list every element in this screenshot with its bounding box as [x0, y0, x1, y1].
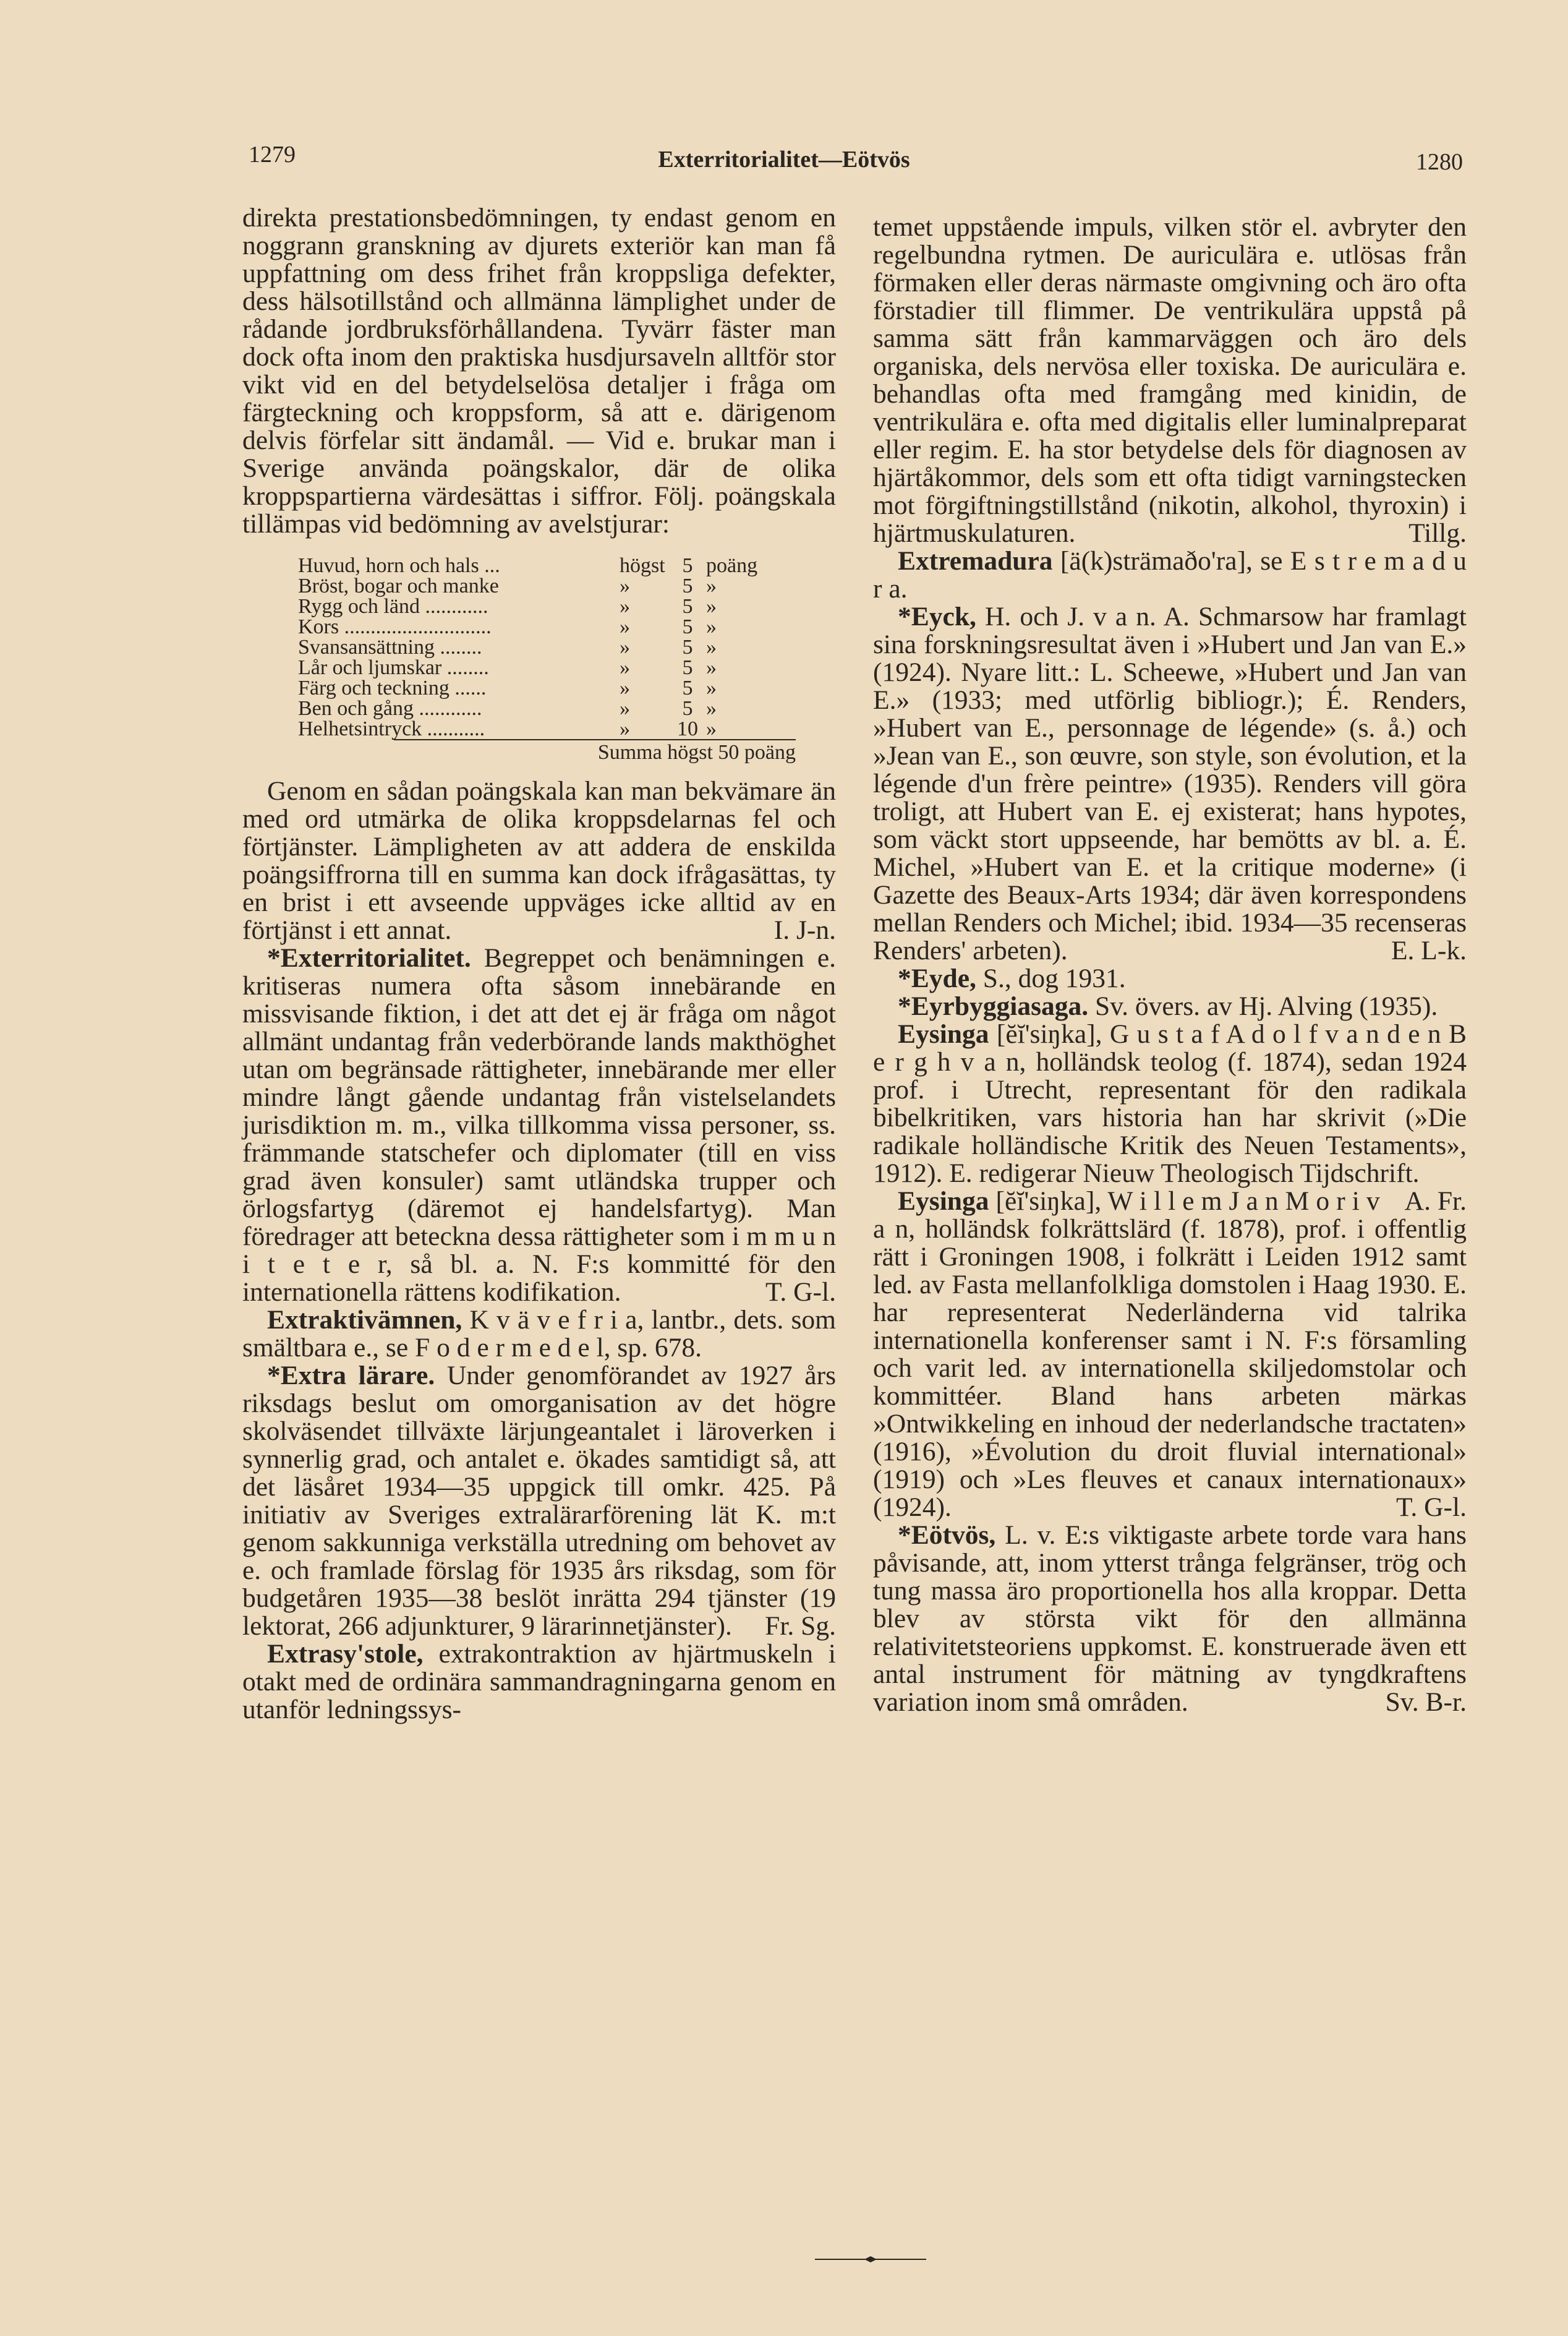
- entry-eotvos: [873, 1521, 1467, 1716]
- entry-headword: Eysinga: [898, 1019, 989, 1049]
- entry-text: S., dog 1931.: [982, 964, 1126, 993]
- entry-paragraph: [242, 777, 836, 944]
- point-table-unit: »: [706, 677, 717, 700]
- author-signature: T. G-l.: [765, 1277, 836, 1307]
- entry-text: extrakontraktion av hjärtmuskeln i otakt med de ordinära sammandragningarna genom en utanför ledningssys-: [242, 1639, 836, 1724]
- entry-text: [ĕĭ'siŋka], G u s t a f A d o l f v a n d e n B e r g h v a n, holländsk teolog (f. 1874), sedan 1924 prof. i Utrecht, representant för den radikala bibelkritiken, vars historia han har skrivit (»Die radikale holländische Kritik des Neuen Testaments», 1912). E. redigerar Nieuw Theologisch Tijdschrift.: [873, 1019, 1467, 1188]
- point-table-unit: »: [706, 697, 717, 720]
- entry-eysinga-gustaf: [873, 1019, 1467, 1216]
- point-table-qualifier: »: [620, 677, 630, 700]
- point-table-qualifier: »: [620, 697, 630, 720]
- intro-paragraph: direkta prestationsbedömningen, ty endast genom en noggrann granskning av djurets exteriör kan man få uppfattning om dess frihet från kroppsliga defekter, dess hälsotillstånd och allmänna lämplighet under de rådande jordbruksförhållandena. Tyvärr fäster man dock ofta inom den praktiska husdjursaveln alltför stor vikt vid en del betydelselösa detaljer i fråga om färgteckning och kroppsform, så att e. därigenom delvis förfelar sitt ändamål. — Vid e. brukar man i Sverige använda poängskalor, där de olika kroppspartierna värdesättas i siffror. Följ. poängskala tillämpas vid bedömning av avelstjurar:: [242, 203, 836, 539]
- author-signature: T. G-l.: [1396, 1492, 1467, 1522]
- point-table-part: Bröst, bogar och manke: [298, 575, 499, 597]
- entry-eysinga-willem: [873, 1187, 1467, 1521]
- point-table-row: [298, 617, 780, 637]
- entry-text: H. och J. v a n. A. Schmarsow har framlagt sina forskningsresultat även i »Hubert und Jan van E.» (1924). Nyare litt.: L. Scheewe, »Hubert und Jan van E.» (1933; med utförlig bibliogr.); É. Renders, »Hubert van E., personnage de légende» (s. å.) och »Jean van E., son œuvre, son style, son évolution, et la légende d'un frère peintre» (1935). Renders vill göra troligt, att Hubert van E. ej existerat; hans hypotes, som väckt stort uppseende, har bemötts av bl. a. É. Michel, »Hubert van E. et la critique moderne» (i Gazette des Beaux-Arts 1934; där även korrespondens mellan Renders och Michel; ibid. 1934—35 recenseras Renders' arbeten).: [873, 602, 1467, 965]
- entry-extrasystole-continued: [873, 213, 1467, 547]
- entry-extraktivamnen: [242, 1306, 836, 1362]
- entry-headword: *Eyde,: [898, 964, 976, 993]
- point-table-points: 10: [677, 717, 698, 740]
- paragraph-text: Genom en sådan poängskala kan man bekvämare än med ord utmärka de olika kroppsdelarnas fel och förtjänster. Lämpligheten av att addera de enskilda poängsiffrorna till en summa kan dock ifrågasättas, ty en brist i ett avseende uppväges icke alltid av en förtjänst i ett annat.: [242, 776, 836, 945]
- entry-eyck: [873, 603, 1467, 965]
- right-page-number: 1280: [1416, 149, 1463, 175]
- point-table-row: [298, 678, 780, 698]
- entry-eyrbyggiasaga: [873, 993, 1467, 1020]
- author-signature: A. Fr.: [1404, 1186, 1467, 1216]
- point-table-row: [298, 596, 780, 617]
- point-table-part: Helhetsintryck ...........: [298, 717, 485, 740]
- author-signature: E. L-k.: [1391, 936, 1467, 965]
- point-table-row: [298, 555, 780, 576]
- point-table-row: [298, 657, 780, 678]
- right-column: [873, 213, 1467, 1716]
- point-table-qualifier: »: [620, 636, 630, 659]
- point-table-part: Rygg och länd ............: [298, 595, 488, 618]
- point-table-unit: »: [706, 717, 717, 740]
- point-table-row: [298, 576, 780, 596]
- entry-eyde: [873, 965, 1467, 993]
- entry-text: Under genomförandet av 1927 års riksdags beslut om omorganisation av det högre skolväsendet tillväxte lärjungeantalet i läroverken i synnerlig grad, och antalet e. ökades samtidigt så, att det läsåret 1934—35 uppgick till omkr. 425. På initiativ av Sveriges extralärarförening lät K. m:t genom sakkunniga verkställa utredning om behovet av e. och framlade förslag för 1935 års riksdag, som för budgetåren 1935—38 beslöt inrätta 294 tjänster (19 lektorat, 266 adjunkturer, 9 lärarinnetjänster).: [242, 1361, 836, 1641]
- entry-headword: *Exterritorialitet.: [267, 943, 471, 973]
- entry-headword: *Eyrbyggiasaga.: [898, 991, 1089, 1021]
- left-page-number: 1279: [249, 142, 296, 168]
- point-table-points: 5: [682, 636, 693, 659]
- point-table-unit: »: [706, 595, 717, 618]
- point-table-part: Svansansättning ........: [298, 636, 482, 659]
- point-table-qualifier: högst: [620, 554, 665, 577]
- point-table-row: [298, 719, 780, 739]
- point-table-points: 5: [682, 697, 693, 720]
- point-table-points: 5: [682, 575, 693, 597]
- entry-headword: Extremadura: [898, 546, 1053, 576]
- point-table-qualifier: »: [620, 717, 630, 740]
- author-signature: Sv. B-r.: [1385, 1687, 1467, 1717]
- entry-text: [ä(k)strämaðo'ra], se E s t r e m a d u r a.: [873, 546, 1467, 604]
- point-table-qualifier: »: [620, 575, 630, 597]
- point-table-unit: »: [706, 615, 717, 638]
- entry-text: Begreppet och benämningen e. kritiseras numera ofta såsom innebärande en missvisande fiktion, i det att det ej är fråga om något allmänt undantag från vederbörande lands makthöghet utan om begränsade rättigheter, innebärande mer eller mindre långt gående undantag från vistelselandets jurisdiktion m. m., vilka tillkomma vissa personer, ss. främmande statschefer och diplomater (till en viss grad även konsuler) samt utländska trupper och örlogsfartyg (däremot ej handelsfartyg). Man föredrager att beteckna dessa rättigheter som i m m u n i t e t e r, så bl. a. N. F:s kommitté för den internationella rättens kodifikation.: [242, 943, 836, 1307]
- point-table-qualifier: »: [620, 595, 630, 618]
- point-table-points: 5: [682, 554, 693, 577]
- entry-extremadura: [873, 547, 1467, 603]
- point-sum-line: Summa högst 50 poäng: [394, 739, 796, 765]
- entry-headword: *Eötvös,: [898, 1520, 996, 1550]
- point-scale-table: [298, 555, 780, 739]
- point-table-points: 5: [682, 656, 693, 679]
- entry-text: [ĕĭ'siŋka], W i l l e m J a n M o r i v a n, holländsk folkrättslärd (f. 1878), prof. i offentlig rätt i Groningen 1908, i folkrätt i Leiden 1912 samt led. av Fasta mellanfolkliga domstolen i Haag 1930. E. har representerat Nederländerna vid talrika internationella konferenser samt i N. F:s församling och varit led. av internationella skiljedomstolar och kommittéer. Bland hans arbeten märkas »Ontwikkeling en inhoud der nederlandsche tractaten» (1916), »Évolution du droit fluvial international» (1919) och »Les fleuves et canaux internationaux» (1924).: [873, 1186, 1467, 1522]
- point-table-unit: »: [706, 575, 717, 597]
- entry-text: L. v. E:s viktigaste arbete torde vara hans påvisande, att, inom ytterst trånga felgränser, trög och tung massa äro proportionella hos alla kroppar. Detta blev av största vikt för den allmänna relativitetsteoriens uppkomst. E. konstruerade även ett antal instrument för mätning av tyngdkraftens variation inom små områden.: [873, 1520, 1467, 1717]
- entry-text: temet uppstående impuls, vilken stör el. avbryter den regelbundna rytmen. De auriculära e. utlösas från förmaken eller deras närmaste omgivning och äro ofta förstadier till flimmer. De ventrikulära uppstå på samma sätt från kammarväggen och äro dels organiska, dels nervösa eller toxiska. De auriculära e. behandlas ofta med framgång med kinidin, de ventrikulära e. ofta med digitalis eller luminalpreparat eller regim. E. ha stor betydelse dels för diagnosen av hjärtåkommor, dels som ett ofta tidigt varningstecken mot förgiftningstillstånd (nikotin, alkohol, thyroxin) i hjärtmuskulaturen.: [873, 212, 1467, 548]
- entry-headword: Eysinga: [898, 1186, 989, 1216]
- entry-text: Sv. övers. av Hj. Alving (1935).: [1095, 991, 1438, 1021]
- entry-headword: *Extra lärare.: [267, 1361, 435, 1390]
- entry-extrasystole: [242, 1640, 836, 1724]
- entry-headword: Extrasy'stole,: [267, 1639, 424, 1669]
- entry-text: K v ä v e f r i a, lantbr., dets. som smältbara e., se F o d e r m e d e l, sp. 678.: [242, 1305, 837, 1363]
- point-table-unit: »: [706, 656, 717, 679]
- point-table-row: [298, 698, 780, 719]
- entry-extra-larare: [242, 1362, 836, 1640]
- point-table-qualifier: »: [620, 615, 630, 638]
- point-table-points: 5: [682, 615, 693, 638]
- point-table-points: 5: [682, 677, 693, 700]
- author-signature: Fr. Sg.: [765, 1611, 836, 1641]
- point-table-row: [298, 637, 780, 657]
- point-table-part: Kors ............................: [298, 615, 492, 638]
- point-table-part: Lår och ljumskar ........: [298, 656, 489, 679]
- point-table-part: Ben och gång ............: [298, 697, 482, 720]
- point-table-unit: poäng: [706, 554, 758, 577]
- point-table-qualifier: »: [620, 656, 630, 679]
- entry-headword: *Eyck,: [898, 602, 976, 631]
- point-table-points: 5: [682, 595, 693, 618]
- entry-headword: Extraktivämnen,: [267, 1305, 462, 1335]
- left-column: [242, 204, 836, 1724]
- author-signature: Tillg.: [1408, 518, 1467, 548]
- entry-exterritorialitet: [242, 944, 836, 1306]
- author-signature: I. J-n.: [773, 915, 836, 945]
- point-table-unit: »: [706, 636, 717, 659]
- point-table-part: Färg och teckning ......: [298, 677, 487, 700]
- point-table-part: Huvud, horn och hals ...: [298, 554, 500, 577]
- running-title: Exterritorialitet—Eötvös: [658, 147, 910, 173]
- section-end-ornament: [815, 2256, 926, 2262]
